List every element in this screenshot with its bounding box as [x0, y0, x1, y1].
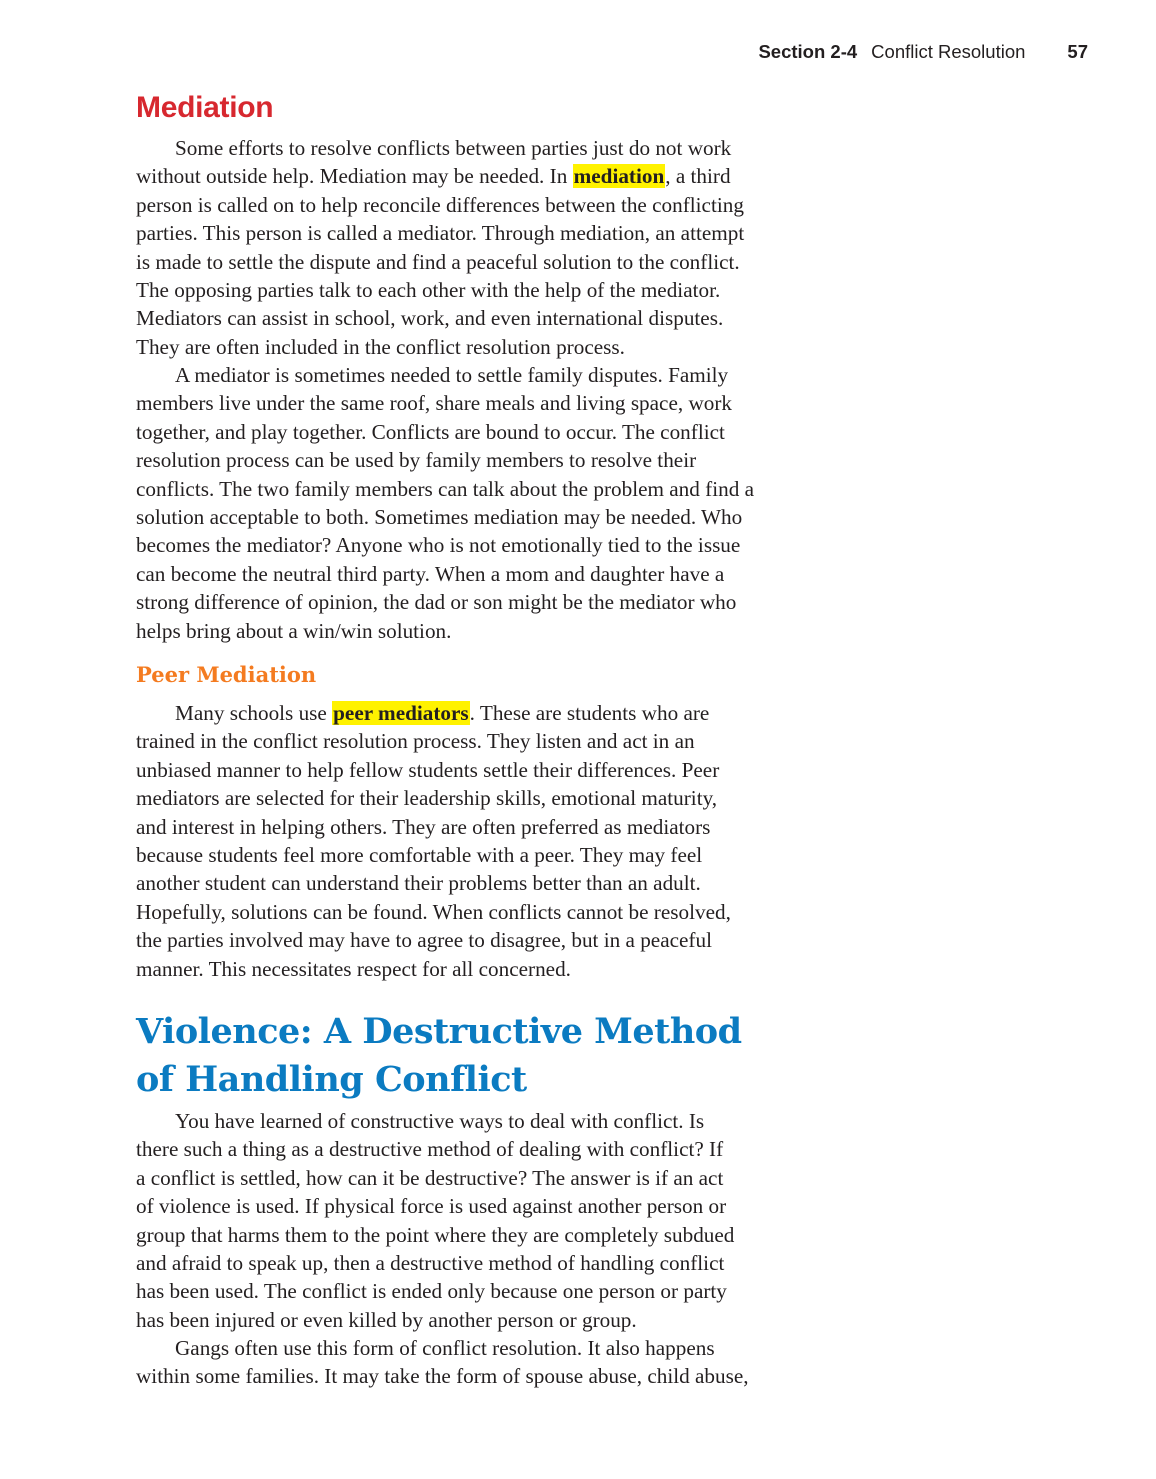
text-line: trained in the conflict resolution process. They listen and act in an — [136, 729, 695, 754]
text-line: manner. This necessitates respect for all concerned. — [136, 956, 571, 981]
paragraph — [136, 1334, 749, 1391]
text-line: A mediator is sometimes needed to settle family disputes. Family — [175, 363, 729, 387]
page-number: 57 — [1067, 41, 1088, 62]
heading-peer-mediation: Peer Mediation — [136, 662, 317, 687]
text-line: the parties involved may have to agree to disagree, but in a peaceful — [136, 928, 712, 953]
text-line — [136, 162, 744, 190]
heading-violence-line: Violence: A Destructive Method — [136, 1011, 742, 1052]
text-line: parties. This person is called a mediator. Through mediation, an attempt — [136, 221, 745, 246]
paragraph — [136, 699, 731, 983]
text-line: can become the neutral third party. When a mom and daughter have a — [136, 561, 725, 586]
paragraph — [136, 361, 754, 645]
text-line — [136, 699, 731, 727]
paragraph — [136, 1107, 734, 1334]
running-header — [758, 41, 1088, 63]
text-line: another student can understand their problems better than an adult. — [136, 871, 701, 896]
text-segment: without outside help. Mediation may be needed. In — [136, 164, 573, 189]
text-line: conflicts. The two family members can talk about the problem and find a — [136, 476, 754, 501]
section-number: Section 2-4 — [758, 41, 858, 62]
text-line: You have learned of constructive ways to deal with conflict. Is — [175, 1109, 705, 1133]
text-line: unbiased manner to help fellow students settle their differences. Peer — [136, 757, 720, 782]
highlighted-key-term: mediation — [573, 164, 665, 189]
text-line: together, and play together. Conflicts are bound to occur. The conflict — [136, 419, 725, 444]
text-line: Gangs often use this form of conflict resolution. It also happens — [175, 1336, 715, 1360]
text-line: Hopefully, solutions can be found. When conflicts cannot be resolved, — [136, 899, 731, 924]
text-line: solution acceptable to both. Sometimes mediation may be needed. Who — [136, 505, 743, 530]
heading-violence — [136, 1008, 742, 1104]
paragraph — [136, 134, 744, 361]
text-line: resolution process can be used by family members to resolve their — [136, 448, 697, 473]
text-line: Some efforts to resolve conflicts between parties just do not work — [175, 136, 732, 160]
text-line: is made to settle the dispute and find a peaceful solution to the conflict. — [136, 249, 740, 274]
text-line: helps bring about a win/win solution. — [136, 618, 452, 643]
text-line: person is called on to help reconcile differences between the conflicting — [136, 192, 744, 217]
text-line: Mediators can assist in school, work, and even international disputes. — [136, 306, 724, 331]
text-line: The opposing parties talk to each other with the help of the mediator. — [136, 278, 721, 303]
highlighted-key-term: peer mediators — [333, 701, 469, 725]
text-line: mediators are selected for their leadership skills, emotional maturity, — [136, 786, 718, 811]
text-line: and interest in helping others. They are often preferred as mediators — [136, 814, 711, 839]
heading-violence-line: of Handling Conflict — [136, 1059, 527, 1100]
section-title: Conflict Resolution — [871, 41, 1026, 62]
text-line: and afraid to speak up, then a destructive method of handling conflict — [136, 1251, 725, 1276]
text-line: group that harms them to the point where they are completely subdued — [136, 1222, 735, 1247]
text-line: within some families. It may take the form of spouse abuse, child abuse, — [136, 1364, 749, 1389]
text-line: members live under the same roof, share meals and living space, work — [136, 391, 733, 416]
text-segment: . These are students who are — [469, 701, 710, 725]
text-line: there such a thing as a destructive method of dealing with conflict? If — [136, 1137, 724, 1162]
text-line: They are often included in the conflict resolution process. — [136, 334, 625, 359]
text-line: becomes the mediator? Anyone who is not emotionally tied to the issue — [136, 533, 741, 558]
text-line: of violence is used. If physical force is used against another person or — [136, 1194, 727, 1219]
text-line: a conflict is settled, how can it be destructive? The answer is if an act — [136, 1165, 724, 1190]
text-line: because students feel more comfortable with a peer. They may feel — [136, 843, 703, 868]
text-segment: , a third — [665, 164, 731, 189]
text-line: has been injured or even killed by another person or group. — [136, 1307, 637, 1332]
text-segment: Many schools use — [175, 701, 333, 725]
text-line: has been used. The conflict is ended only because one person or party — [136, 1279, 727, 1304]
heading-mediation: Mediation — [136, 91, 274, 124]
text-line: strong difference of opinion, the dad or son might be the mediator who — [136, 590, 737, 615]
